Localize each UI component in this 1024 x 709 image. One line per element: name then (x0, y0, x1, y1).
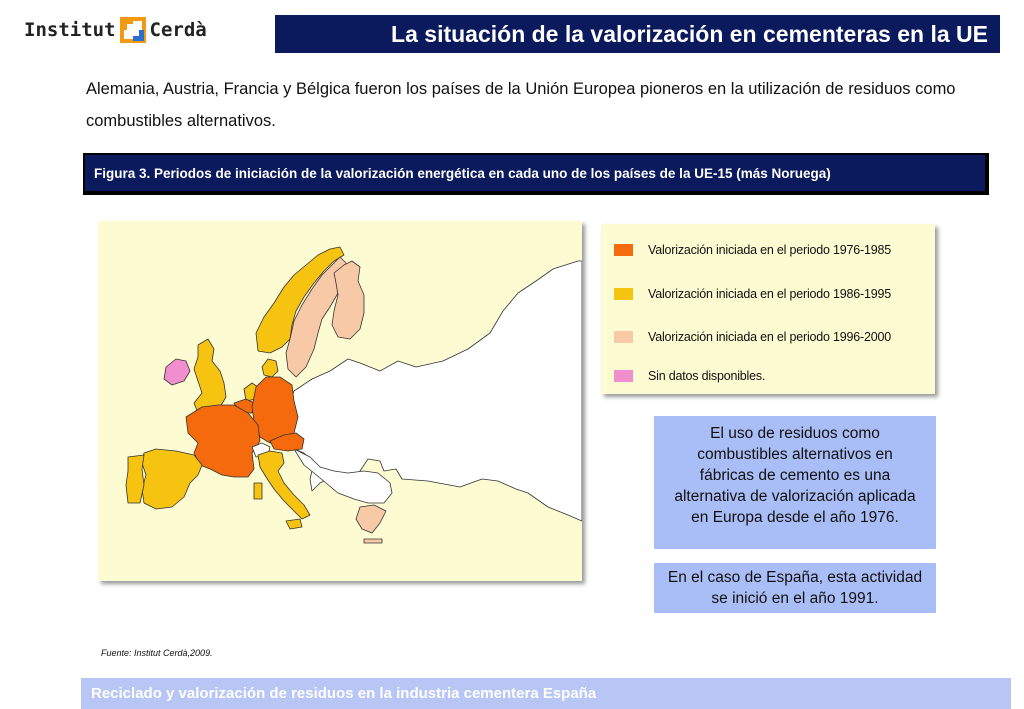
legend-item-no-data (614, 369, 765, 383)
legend-item-1976-1985 (614, 243, 891, 257)
institut-cerda-logo (24, 12, 207, 48)
europe-map-svg (98, 221, 582, 581)
map-country-ireland (164, 359, 190, 385)
map-country-greece (356, 505, 386, 533)
map-country-spain (142, 449, 202, 509)
map-country-portugal (126, 455, 144, 503)
page-title: La situación de la valorización en cementeras en la UE (391, 20, 988, 47)
logo-text-institut: Institut (24, 19, 116, 41)
footer-bar (81, 678, 1011, 709)
legend-swatch (614, 331, 633, 343)
map-island-sardinia (254, 483, 262, 499)
logo-mark-icon (120, 16, 146, 44)
legend-label: Valorización iniciada en el periodo 1986-1995 (648, 287, 892, 301)
map-island-crete (364, 539, 382, 543)
map-country-finland (332, 261, 364, 339)
legend-swatch (614, 370, 633, 382)
legend-item-1996-2000 (614, 330, 891, 344)
figure-caption-bar (83, 153, 989, 195)
legend-label: Valorización iniciada en el periodo 1996-2000 (648, 330, 892, 344)
figure-caption: Figura 3. Periodos de iniciación de la valorización energética en cada uno de los países de la UE-15 (más Noruega) (94, 165, 831, 181)
intro-paragraph: Alemania, Austria, Francia y Bélgica fueron los países de la Unión Europea pioneros en la utilización de residuos como combustibles alternativos. (86, 80, 956, 130)
legend-swatch (614, 288, 633, 300)
map-country-united-kingdom (194, 339, 226, 413)
info-box-spain: En el caso de España, esta actividad se inició en el año 1991. (654, 563, 936, 613)
logo-text-cerda: Cerdà (149, 19, 207, 41)
map-legend (601, 224, 935, 394)
info-box-europe: El uso de residuos como combustibles alternativos en fábricas de cemento es una alternativa de valorización aplicada en Europa desde el año 1976. (654, 416, 936, 549)
footer-text: Reciclado y valorización de residuos en la industria cementera España (91, 685, 597, 702)
map-country-denmark (262, 359, 278, 377)
legend-label: Valorización iniciada en el periodo 1976-1985 (648, 243, 892, 257)
map-island-sicily (286, 519, 302, 529)
legend-item-1986-1995 (614, 287, 891, 301)
legend-label: Sin datos disponibles. (648, 369, 766, 383)
page-title-bar (275, 15, 1000, 53)
europe-map (98, 221, 582, 581)
source-note: Fuente: Institut Cerdà,2009. (101, 648, 213, 658)
legend-swatch (614, 244, 633, 256)
